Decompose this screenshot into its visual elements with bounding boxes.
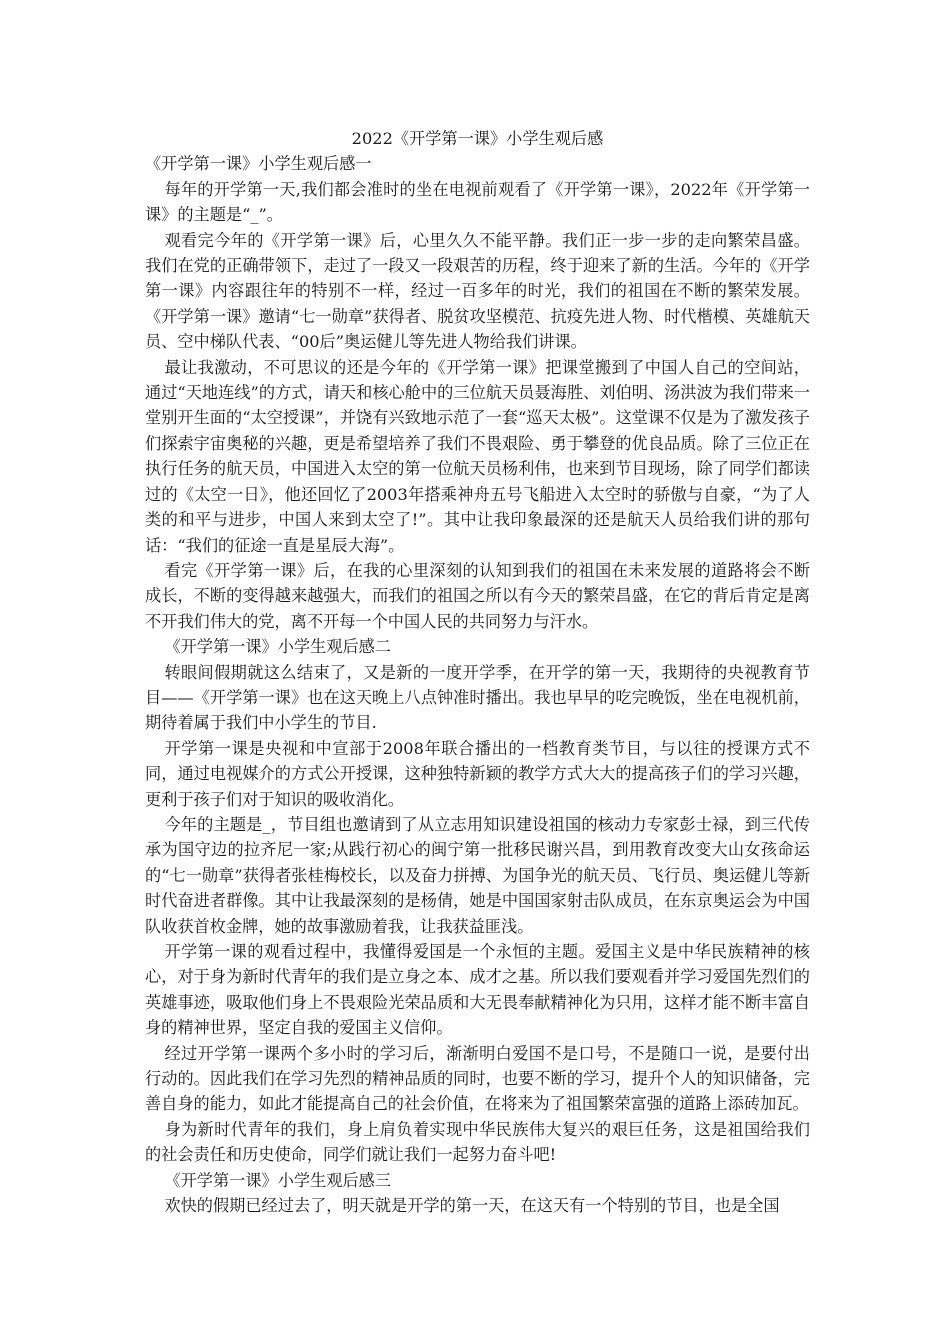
paragraph: 开学第一课是央视和中宣部于2008年联合播出的一档教育类节目，与以往的授课方式不同，通过电视媒介的方式公开授课，这种独特新颖的教学方式大大的提高孩子们的学习兴趣，更利于孩子们对于知识的吸收消化。 [145, 738, 810, 809]
paragraph: 转眼间假期就这么结束了，又是新的一度开学季，在开学的第一天，我期待的央视教育节目——《开学第一课》也在这天晚上八点钟准时播出。我也早早的吃完晚饭，坐在电视机前，期待着属于我们中小学生的节目. [145, 662, 810, 733]
document-page [145, 126, 810, 1218]
section-heading-3: 《开学第一课》小学生观后感三 [164, 1170, 392, 1190]
paragraph: 开学第一课的观看过程中，我懂得爱国是一个永恒的主题。爱国主义是中华民族精神的核心，对于身为新时代青年的我们是立身之本、成才之基。所以我们要观看并学习爱国先烈们的英雄事迹，吸取他们身上不畏艰险光荣品质和大无畏奉献精神化为只用，这样才能不断丰富自身的精神世界，坚定自我的爱国主义信仰。 [145, 942, 810, 1038]
paragraph: 看完《开学第一课》后，在我的心里深刻的认知到我们的祖国在未来发展的道路将会不断成长，不断的变得越来越强大，而我们的祖国之所以有今天的繁荣昌盛，在它的背后肯定是离不开我们伟大的党，离不开每一个中国人民的共同努力与汗水。 [145, 560, 810, 631]
paragraph: 经过开学第一课两个多小时的学习后，渐渐明白爱国不是口号，不是随口一说，是要付出行动的。因此我们在学习先烈的精神品质的同时，也要不断的学习，提升个人的知识储备，完善自身的能力，如此才能提高自己的社会价值，在将来为了祖国繁荣富强的道路上添砖加瓦。 [145, 1043, 810, 1114]
paragraph: 观看完今年的《开学第一课》后，心里久久不能平静。我们正一步一步的走向繁荣昌盛。我们在党的正确带领下，走过了一段又一段艰苦的历程，终于迎来了新的生活。今年的《开学第一课》内容跟往年的特别不一样，经过一百多年的时光，我们的祖国在不断的繁荣发展。《开学第一课》邀请“七一勋章”获得者、脱贫攻坚模范、抗疫先进人物、时代楷模、英雄航天员、空中梯队代表、“00后”奥运健儿等先进人物给我们讲课。 [145, 230, 810, 352]
paragraph: 最让我激动，不可思议的还是今年的《开学第一课》把课堂搬到了中国人自己的空间站，通过“天地连线”的方式，请天和核心舱中的三位航天员聂海胜、刘伯明、汤洪波为我们带来一堂别开生面的“太空授课”，并饶有兴致地示范了一套“巡天太极”。这堂课不仅是为了激发孩子们探索宇宙奥秘的兴趣，更是希望培养了我们不畏艰险、勇于攀登的优良品质。除了三位正在执行任务的航天员，中国进入太空的第一位航天员杨利伟，也来到节目现场，除了同学们都读过的《太空一日》，他还回忆了2003年搭乘神舟五号飞船进入太空时的骄傲与自豪，“为了人类的和平与进步，中国人来到太空了!”。其中让我印象最深的还是航天人员给我们讲的那句话：“我们的征途一直是星辰大海”。 [145, 357, 810, 555]
document-title: 2022《开学第一课》小学生观后感 [351, 129, 604, 148]
paragraph: 每年的开学第一天,我们都会准时的坐在电视前观看了《开学第一课》，2022年《开学第一课》的主题是“_”。 [145, 179, 810, 225]
section-heading-2: 《开学第一课》小学生观后感二 [164, 637, 392, 657]
paragraph: 身为新时代青年的我们，身上肩负着实现中华民族伟大复兴的艰巨任务，这是祖国给我们的社会责任和历史使命，同学们就让我们一起努力奋斗吧! [145, 1119, 810, 1165]
paragraph: 今年的主题是_，节目组也邀请到了从立志用知识建设祖国的核动力专家彭士禄，到三代传承为国守边的拉齐尼一家;从践行初心的闽宁第一批移民谢兴昌，到用教育改变大山女孩命运的“七一勋章”获得者张桂梅校长，以及奋力拼搏、为国争光的航天员、飞行员、奥运健儿等新时代奋进者群像。其中让我最深刻的是杨倩，她是中国国家射击队成员，在东京奥运会为中国队收获首枚金牌，她的故事激励着我，让我获益匪浅。 [145, 814, 810, 936]
paragraph: 欢快的假期已经过去了，明天就是开学的第一天，在这天有一个特别的节目，也是全国 [164, 1196, 780, 1216]
section-heading-1: 《开学第一课》小学生观后感一 [145, 154, 372, 174]
